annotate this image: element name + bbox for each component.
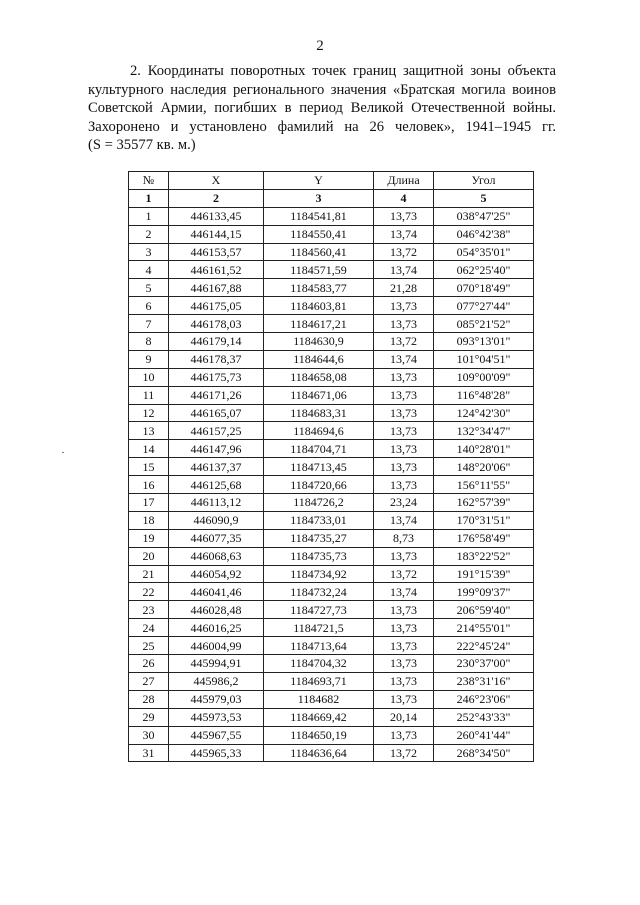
- cell-y: 1184704,32: [264, 655, 374, 673]
- cell-angle: 109°00'09": [434, 368, 534, 386]
- cell-angle: 101°04'51": [434, 350, 534, 368]
- cell-length: 13,73: [374, 440, 434, 458]
- cell-number: 18: [129, 511, 169, 529]
- cell-x: 446147,96: [169, 440, 264, 458]
- cell-y: 1184713,45: [264, 458, 374, 476]
- cell-x: 446113,12: [169, 494, 264, 512]
- cell-length: 13,73: [374, 368, 434, 386]
- cell-angle: 116°48'28": [434, 386, 534, 404]
- cell-number: 25: [129, 637, 169, 655]
- cell-angle: 170°31'51": [434, 511, 534, 529]
- header-y: Y: [264, 172, 374, 190]
- table-row: [129, 386, 534, 404]
- cell-length: 13,74: [374, 350, 434, 368]
- cell-number: 11: [129, 386, 169, 404]
- cell-x: 446041,46: [169, 583, 264, 601]
- cell-number: 15: [129, 458, 169, 476]
- cell-angle: 206°59'40": [434, 601, 534, 619]
- cell-y: 1184732,24: [264, 583, 374, 601]
- cell-angle: 046°42'38": [434, 225, 534, 243]
- cell-y: 1184671,06: [264, 386, 374, 404]
- scan-speck: [62, 452, 64, 453]
- table-row: [129, 511, 534, 529]
- table-row: [129, 279, 534, 297]
- cell-length: 13,74: [374, 583, 434, 601]
- cell-y: 1184636,64: [264, 744, 374, 762]
- cell-length: 13,73: [374, 476, 434, 494]
- cell-number: 20: [129, 547, 169, 565]
- cell-angle: 230°37'00": [434, 655, 534, 673]
- header-number: №: [129, 172, 169, 190]
- cell-y: 1184583,77: [264, 279, 374, 297]
- table-row: [129, 547, 534, 565]
- cell-length: 13,73: [374, 297, 434, 315]
- header-x: X: [169, 172, 264, 190]
- heading-line: Советской Армии, погибших в период Великой Отечественной войны.: [88, 100, 556, 116]
- cell-y: 1184682: [264, 690, 374, 708]
- coordinates-table: [128, 171, 534, 762]
- cell-x: 446137,37: [169, 458, 264, 476]
- column-numbers-row: [129, 189, 534, 207]
- cell-number: 7: [129, 315, 169, 333]
- table-row: [129, 708, 534, 726]
- cell-x: 446161,52: [169, 261, 264, 279]
- cell-angle: 140°28'01": [434, 440, 534, 458]
- cell-angle: 085°21'52": [434, 315, 534, 333]
- cell-x: 446054,92: [169, 565, 264, 583]
- cell-number: 5: [129, 279, 169, 297]
- table-row: [129, 225, 534, 243]
- cell-angle: 054°35'01": [434, 243, 534, 261]
- cell-length: 8,73: [374, 529, 434, 547]
- cell-angle: 246°23'06": [434, 690, 534, 708]
- cell-x: 446133,45: [169, 207, 264, 225]
- cell-y: 1184617,21: [264, 315, 374, 333]
- cell-y: 1184541,81: [264, 207, 374, 225]
- table-row: [129, 404, 534, 422]
- column-number: 1: [129, 189, 169, 207]
- cell-angle: 077°27'44": [434, 297, 534, 315]
- table-row: [129, 637, 534, 655]
- cell-number: 27: [129, 672, 169, 690]
- cell-y: 1184720,66: [264, 476, 374, 494]
- cell-x: 446165,07: [169, 404, 264, 422]
- cell-y: 1184644,6: [264, 350, 374, 368]
- cell-y: 1184713,64: [264, 637, 374, 655]
- cell-x: 445965,33: [169, 744, 264, 762]
- cell-number: 12: [129, 404, 169, 422]
- cell-y: 1184603,81: [264, 297, 374, 315]
- cell-x: 446090,9: [169, 511, 264, 529]
- cell-length: 13,73: [374, 690, 434, 708]
- cell-y: 1184704,71: [264, 440, 374, 458]
- cell-length: 21,28: [374, 279, 434, 297]
- cell-x: 446171,26: [169, 386, 264, 404]
- cell-number: 13: [129, 422, 169, 440]
- cell-x: 446175,05: [169, 297, 264, 315]
- cell-angle: 070°18'49": [434, 279, 534, 297]
- table-row: [129, 440, 534, 458]
- cell-number: 29: [129, 708, 169, 726]
- table-row: [129, 529, 534, 547]
- cell-length: 13,73: [374, 601, 434, 619]
- cell-length: 13,73: [374, 207, 434, 225]
- cell-number: 23: [129, 601, 169, 619]
- cell-length: 13,73: [374, 422, 434, 440]
- cell-length: 13,73: [374, 619, 434, 637]
- cell-angle: 214°55'01": [434, 619, 534, 637]
- table-row: [129, 297, 534, 315]
- cell-angle: 222°45'24": [434, 637, 534, 655]
- table-row: [129, 207, 534, 225]
- table-row: [129, 690, 534, 708]
- cell-length: 13,73: [374, 404, 434, 422]
- cell-length: 13,73: [374, 726, 434, 744]
- cell-x: 446144,15: [169, 225, 264, 243]
- cell-y: 1184658,08: [264, 368, 374, 386]
- cell-angle: 176°58'49": [434, 529, 534, 547]
- cell-number: 28: [129, 690, 169, 708]
- cell-y: 1184726,2: [264, 494, 374, 512]
- cell-x: 446125,68: [169, 476, 264, 494]
- header-length: Длина: [374, 172, 434, 190]
- cell-number: 2: [129, 225, 169, 243]
- table-row: [129, 350, 534, 368]
- cell-angle: 132°34'47": [434, 422, 534, 440]
- cell-number: 30: [129, 726, 169, 744]
- cell-length: 13,73: [374, 458, 434, 476]
- cell-y: 1184733,01: [264, 511, 374, 529]
- cell-length: 20,14: [374, 708, 434, 726]
- cell-x: 446016,25: [169, 619, 264, 637]
- table-row: [129, 243, 534, 261]
- cell-x: 446178,37: [169, 350, 264, 368]
- heading-line: Захоронено и установлено фамилий на 26 человек», 1941–1945 гг.: [88, 118, 556, 135]
- cell-x: 446153,57: [169, 243, 264, 261]
- heading-line: 2. Координаты поворотных точек границ защитной зоны объекта: [130, 63, 556, 79]
- cell-length: 13,72: [374, 333, 434, 351]
- header-angle: Угол: [434, 172, 534, 190]
- cell-x: 446179,14: [169, 333, 264, 351]
- cell-angle: 252°43'33": [434, 708, 534, 726]
- table-row: [129, 315, 534, 333]
- cell-y: 1184694,6: [264, 422, 374, 440]
- cell-number: 21: [129, 565, 169, 583]
- table-row: [129, 476, 534, 494]
- cell-angle: 162°57'39": [434, 494, 534, 512]
- table-row: [129, 619, 534, 637]
- table-header-row: [129, 172, 534, 190]
- cell-angle: 183°22'52": [434, 547, 534, 565]
- table-row: [129, 726, 534, 744]
- cell-y: 1184734,92: [264, 565, 374, 583]
- cell-y: 1184735,27: [264, 529, 374, 547]
- cell-number: 4: [129, 261, 169, 279]
- cell-x: 445973,53: [169, 708, 264, 726]
- cell-number: 22: [129, 583, 169, 601]
- table-row: [129, 458, 534, 476]
- table-row: [129, 583, 534, 601]
- table-row: [129, 672, 534, 690]
- cell-x: 446077,35: [169, 529, 264, 547]
- cell-x: 445967,55: [169, 726, 264, 744]
- document-heading: [88, 62, 556, 155]
- column-number: 5: [434, 189, 534, 207]
- cell-x: 446004,99: [169, 637, 264, 655]
- table-body: [129, 207, 534, 762]
- cell-length: 13,73: [374, 547, 434, 565]
- table-row: [129, 601, 534, 619]
- cell-length: 13,73: [374, 315, 434, 333]
- cell-length: 13,74: [374, 511, 434, 529]
- cell-y: 1184693,71: [264, 672, 374, 690]
- cell-length: 13,74: [374, 261, 434, 279]
- cell-number: 8: [129, 333, 169, 351]
- cell-number: 3: [129, 243, 169, 261]
- column-number: 3: [264, 189, 374, 207]
- cell-x: 445979,03: [169, 690, 264, 708]
- cell-length: 13,74: [374, 225, 434, 243]
- cell-number: 19: [129, 529, 169, 547]
- cell-y: 1184630,9: [264, 333, 374, 351]
- cell-y: 1184669,42: [264, 708, 374, 726]
- cell-number: 16: [129, 476, 169, 494]
- cell-length: 13,73: [374, 672, 434, 690]
- table-row: [129, 333, 534, 351]
- heading-line: культурного наследия регионального значения «Братская могила воинов: [88, 81, 556, 98]
- cell-y: 1184560,41: [264, 243, 374, 261]
- cell-number: 31: [129, 744, 169, 762]
- table-row: [129, 261, 534, 279]
- cell-angle: 093°13'01": [434, 333, 534, 351]
- cell-x: 446175,73: [169, 368, 264, 386]
- cell-angle: 038°47'25": [434, 207, 534, 225]
- cell-number: 14: [129, 440, 169, 458]
- cell-y: 1184571,59: [264, 261, 374, 279]
- cell-x: 446068,63: [169, 547, 264, 565]
- table-row: [129, 422, 534, 440]
- heading-line: (S = 35577 кв. м.): [88, 137, 196, 153]
- cell-x: 446178,03: [169, 315, 264, 333]
- table-row: [129, 565, 534, 583]
- cell-y: 1184721,5: [264, 619, 374, 637]
- cell-angle: 062°25'40": [434, 261, 534, 279]
- table-row: [129, 494, 534, 512]
- cell-angle: 156°11'55": [434, 476, 534, 494]
- cell-x: 445994,91: [169, 655, 264, 673]
- cell-number: 17: [129, 494, 169, 512]
- cell-x: 446167,88: [169, 279, 264, 297]
- cell-y: 1184650,19: [264, 726, 374, 744]
- cell-length: 13,73: [374, 386, 434, 404]
- cell-y: 1184683,31: [264, 404, 374, 422]
- table-row: [129, 368, 534, 386]
- cell-angle: 238°31'16": [434, 672, 534, 690]
- cell-angle: 268°34'50": [434, 744, 534, 762]
- column-number: 4: [374, 189, 434, 207]
- table-row: [129, 744, 534, 762]
- cell-angle: 124°42'30": [434, 404, 534, 422]
- cell-angle: 191°15'39": [434, 565, 534, 583]
- cell-x: 445986,2: [169, 672, 264, 690]
- cell-y: 1184735,73: [264, 547, 374, 565]
- cell-number: 10: [129, 368, 169, 386]
- cell-length: 13,72: [374, 565, 434, 583]
- cell-x: 446028,48: [169, 601, 264, 619]
- cell-y: 1184550,41: [264, 225, 374, 243]
- cell-length: 13,72: [374, 744, 434, 762]
- cell-number: 26: [129, 655, 169, 673]
- cell-length: 23,24: [374, 494, 434, 512]
- cell-angle: 260°41'44": [434, 726, 534, 744]
- cell-number: 6: [129, 297, 169, 315]
- page-number: 2: [316, 38, 324, 54]
- cell-number: 9: [129, 350, 169, 368]
- cell-x: 446157,25: [169, 422, 264, 440]
- cell-length: 13,72: [374, 243, 434, 261]
- table-row: [129, 655, 534, 673]
- cell-length: 13,73: [374, 655, 434, 673]
- cell-angle: 199°09'37": [434, 583, 534, 601]
- cell-number: 24: [129, 619, 169, 637]
- cell-number: 1: [129, 207, 169, 225]
- cell-y: 1184727,73: [264, 601, 374, 619]
- cell-angle: 148°20'06": [434, 458, 534, 476]
- cell-length: 13,73: [374, 637, 434, 655]
- column-number: 2: [169, 189, 264, 207]
